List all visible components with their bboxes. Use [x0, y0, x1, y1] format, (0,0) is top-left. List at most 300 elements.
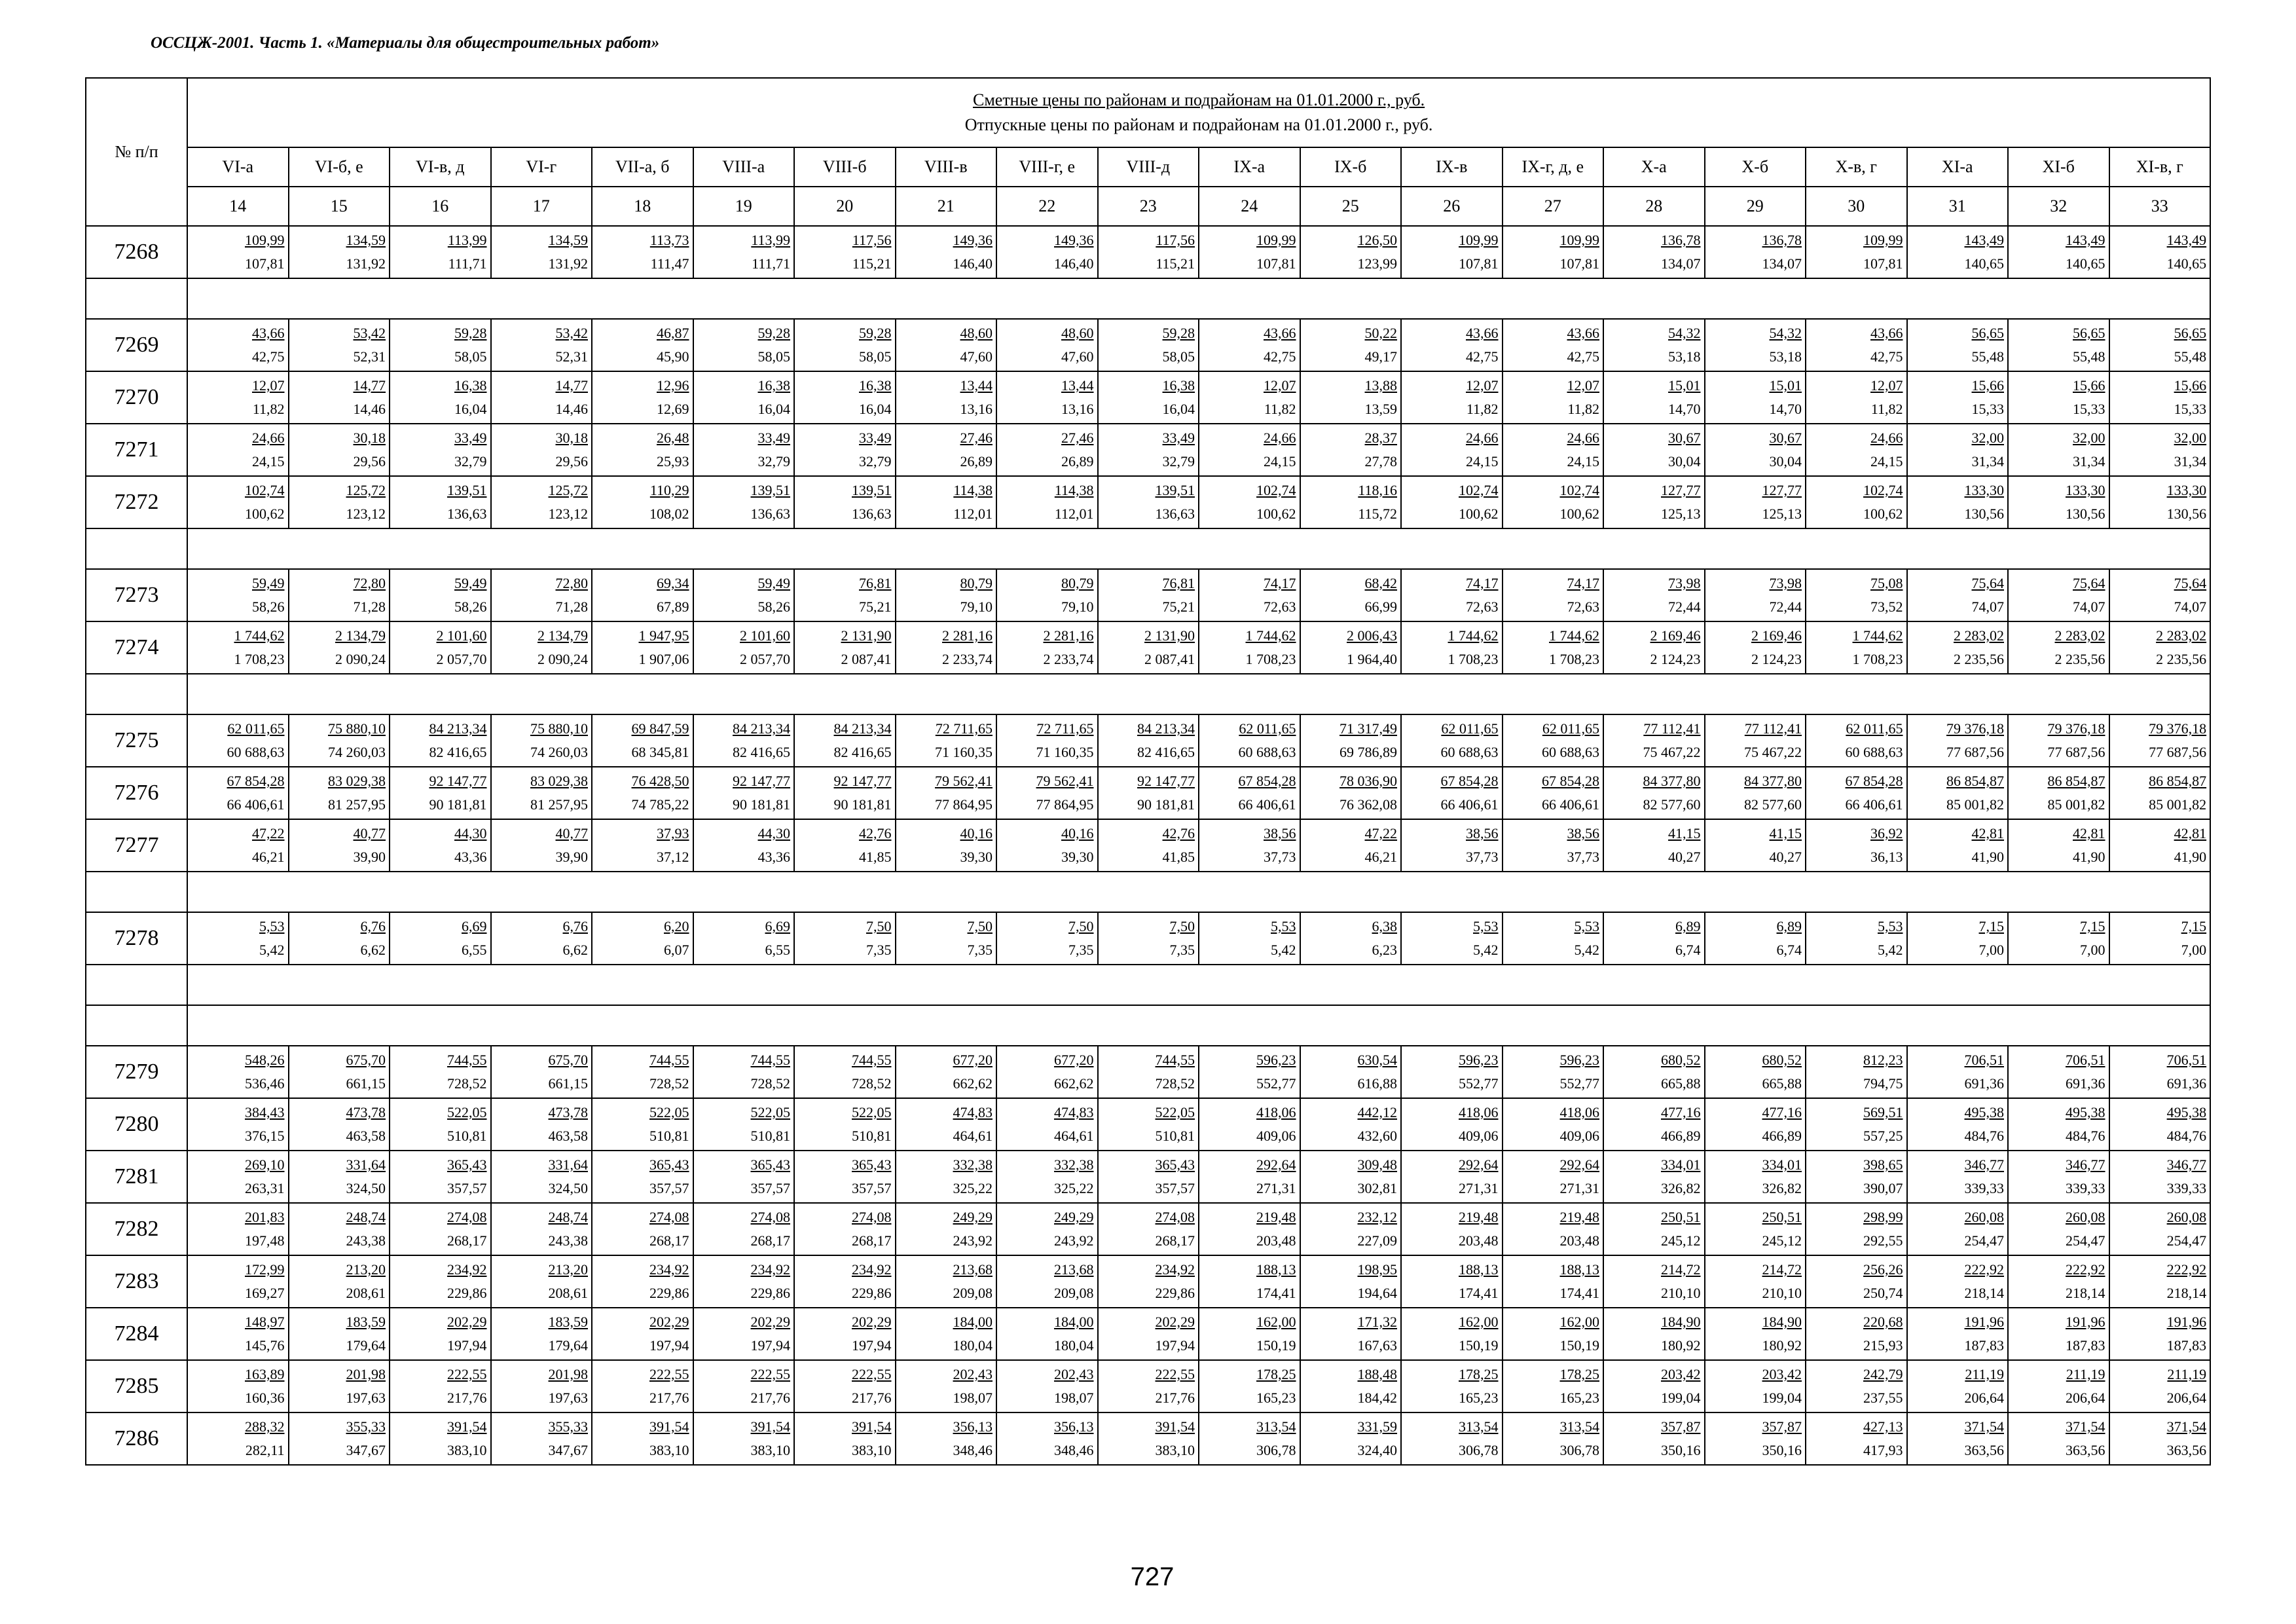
price-cell: [896, 424, 997, 476]
estimate-price: 184,00: [1054, 1314, 1094, 1330]
price-cell: [1098, 371, 1199, 424]
release-price: 180,92: [1762, 1337, 1802, 1354]
release-price: 326,82: [1762, 1180, 1802, 1196]
release-price: 390,07: [1863, 1180, 1903, 1196]
release-price: 174,41: [1459, 1285, 1499, 1301]
price-cell: [187, 319, 289, 371]
estimate-price: 234,92: [1155, 1261, 1195, 1278]
region-header: VIII-в: [896, 147, 997, 187]
price-cell: [1300, 1203, 1402, 1255]
price-cell: [896, 569, 997, 621]
estimate-price: 178,25: [1559, 1366, 1599, 1382]
release-price: 90 181,81: [429, 796, 487, 813]
price-cell: [1603, 1308, 1705, 1360]
release-price: 39,30: [1061, 849, 1094, 865]
estimate-price: 56,65: [1971, 325, 2004, 341]
estimate-price: 219,48: [1559, 1209, 1599, 1225]
price-cell: [1300, 1360, 1402, 1412]
price-cell: [1806, 1360, 1907, 1412]
estimate-price: 355,33: [346, 1418, 386, 1435]
price-cell: [794, 476, 896, 528]
estimate-price: 2 101,60: [740, 627, 790, 644]
price-cell: [794, 226, 896, 278]
blank-cell: [86, 872, 187, 912]
price-cell: [1806, 226, 1907, 278]
price-cell: [2109, 621, 2211, 674]
release-price: 81 257,95: [328, 796, 386, 813]
release-price: 5,42: [1878, 942, 1903, 958]
price-cell: [390, 569, 491, 621]
release-price: 263,31: [245, 1180, 285, 1196]
estimate-price: 2 169,46: [1751, 627, 1802, 644]
estimate-price: 56,65: [2073, 325, 2105, 341]
price-cell: [390, 476, 491, 528]
release-price: 43,36: [757, 849, 790, 865]
price-cell: [1199, 1360, 1300, 1412]
item-code: 7285: [86, 1360, 187, 1412]
estimate-price: 313,54: [1559, 1418, 1599, 1435]
estimate-price: 24,66: [1870, 430, 1903, 446]
release-price: 131,92: [346, 255, 386, 272]
estimate-price: 114,38: [1054, 482, 1094, 498]
price-cell: [896, 1412, 997, 1465]
estimate-price: 53,42: [555, 325, 588, 341]
release-price: 229,86: [1155, 1285, 1195, 1301]
price-cell: [592, 1046, 693, 1098]
release-price: 49,17: [1364, 348, 1397, 365]
blank-cell: [187, 965, 2210, 1005]
release-price: 2 235,56: [2156, 651, 2207, 667]
blank-row: [86, 872, 2210, 912]
price-cell: [1401, 1046, 1503, 1098]
release-price: 16,04: [454, 401, 487, 417]
estimate-price: 274,08: [1155, 1209, 1195, 1225]
estimate-price: 178,25: [1256, 1366, 1296, 1382]
price-cell: [1503, 1046, 1604, 1098]
price-cell: [896, 1151, 997, 1203]
estimate-price: 80,79: [960, 575, 993, 591]
release-price: 271,31: [1256, 1180, 1296, 1196]
price-cell: [693, 819, 795, 872]
release-price: 536,46: [245, 1075, 285, 1092]
estimate-price: 2 283,02: [1954, 627, 2004, 644]
estimate-price: 495,38: [1964, 1104, 2004, 1120]
estimate-price: 213,20: [548, 1261, 588, 1278]
estimate-price: 346,77: [2066, 1156, 2105, 1173]
price-cell: [1806, 1203, 1907, 1255]
release-price: 484,76: [2066, 1128, 2105, 1144]
estimate-price: 250,51: [1762, 1209, 1802, 1225]
estimate-price: 84 213,34: [1137, 720, 1195, 737]
estimate-price: 48,60: [1061, 325, 1094, 341]
price-cell: [794, 1046, 896, 1098]
price-cell: [693, 1203, 795, 1255]
price-cell: [1300, 1046, 1402, 1098]
release-price: 179,64: [548, 1337, 588, 1354]
estimate-price: 183,59: [346, 1314, 386, 1330]
release-price: 58,26: [252, 599, 285, 615]
price-cell: [390, 1151, 491, 1203]
release-price: 217,76: [750, 1390, 790, 1406]
price-cell: [1603, 819, 1705, 872]
release-price: 107,81: [1559, 255, 1599, 272]
release-price: 665,88: [1762, 1075, 1802, 1092]
estimate-price: 75,08: [1870, 575, 1903, 591]
release-price: 71 160,35: [935, 744, 993, 760]
release-price: 82 416,65: [833, 744, 892, 760]
blank-cell: [86, 965, 187, 1005]
table-row: [86, 1360, 2210, 1412]
price-cell: [1806, 1046, 1907, 1098]
release-price: 82 416,65: [1137, 744, 1195, 760]
estimate-price: 15,01: [1769, 377, 1802, 394]
estimate-price: 5,53: [1271, 918, 1296, 934]
estimate-price: 473,78: [346, 1104, 386, 1120]
estimate-price: 371,54: [1964, 1418, 2004, 1435]
price-cell: [592, 371, 693, 424]
estimate-price: 149,36: [1054, 232, 1094, 248]
release-price: 123,99: [1357, 255, 1397, 272]
estimate-price: 79 562,41: [1036, 773, 1094, 789]
price-cell: [896, 226, 997, 278]
estimate-price: 75 880,10: [530, 720, 588, 737]
price-cell: [1401, 1360, 1503, 1412]
release-price: 197,94: [750, 1337, 790, 1354]
release-price: 357,57: [1155, 1180, 1195, 1196]
release-price: 409,06: [1459, 1128, 1499, 1144]
price-cell: [1603, 714, 1705, 767]
release-price: 41,90: [1971, 849, 2004, 865]
region-header: IX-в: [1401, 147, 1503, 187]
price-cell: [491, 1255, 592, 1308]
estimate-price: 40,16: [1061, 825, 1094, 841]
estimate-price: 391,54: [1155, 1418, 1195, 1435]
estimate-price: 143,49: [2066, 232, 2105, 248]
price-cell: [896, 1308, 997, 1360]
estimate-price: 183,59: [548, 1314, 588, 1330]
estimate-price: 232,12: [1357, 1209, 1397, 1225]
estimate-price: 84 377,80: [1744, 773, 1802, 789]
price-cell: [1603, 767, 1705, 819]
estimate-price: 355,33: [548, 1418, 588, 1435]
release-price: 7,35: [967, 942, 993, 958]
estimate-price: 202,29: [852, 1314, 892, 1330]
estimate-price: 117,56: [852, 232, 892, 248]
price-cell: [1503, 714, 1604, 767]
price-cell: [1300, 767, 1402, 819]
estimate-price: 13,88: [1364, 377, 1397, 394]
price-cell: [1199, 226, 1300, 278]
column-number: 17: [491, 187, 592, 226]
release-price: 11,82: [1264, 401, 1296, 417]
price-cell: [1503, 424, 1604, 476]
release-price: 463,58: [346, 1128, 386, 1144]
estimate-price: 27,46: [1061, 430, 1094, 446]
price-cell: [996, 1255, 1098, 1308]
release-price: 466,89: [1762, 1128, 1802, 1144]
price-cell: [693, 767, 795, 819]
release-price: 79,10: [1061, 599, 1094, 615]
estimate-price: 162,00: [1459, 1314, 1499, 1330]
estimate-price: 113,99: [447, 232, 487, 248]
price-cell: [1806, 371, 1907, 424]
price-cell: [1098, 476, 1199, 528]
item-code: 7286: [86, 1412, 187, 1465]
estimate-price: 6,69: [765, 918, 790, 934]
price-cell: [1199, 1098, 1300, 1151]
release-price: 210,10: [1762, 1285, 1802, 1301]
estimate-price: 43,66: [1870, 325, 1903, 341]
release-price: 140,65: [1964, 255, 2004, 272]
release-price: 43,36: [454, 849, 487, 865]
price-cell: [794, 1255, 896, 1308]
release-price: 46,21: [252, 849, 285, 865]
column-number: 22: [996, 187, 1098, 226]
estimate-price: 249,29: [1054, 1209, 1094, 1225]
release-price: 42,75: [1870, 348, 1903, 365]
price-cell: [187, 371, 289, 424]
estimate-price: 86 854,87: [2149, 773, 2207, 789]
release-price: 237,55: [1863, 1390, 1903, 1406]
price-cell: [1098, 424, 1199, 476]
estimate-price: 1 744,62: [1448, 627, 1499, 644]
estimate-price: 495,38: [2166, 1104, 2207, 1120]
release-price: 464,61: [1054, 1128, 1094, 1144]
release-price: 198,07: [1054, 1390, 1094, 1406]
release-price: 15,33: [1971, 401, 2004, 417]
price-cell: [2109, 714, 2211, 767]
price-cell: [1300, 424, 1402, 476]
release-price: 72,63: [1567, 599, 1599, 615]
price-cell: [996, 424, 1098, 476]
price-cell: [1705, 1046, 1806, 1098]
release-price: 125,13: [1762, 506, 1802, 522]
estimate-price: 222,55: [1155, 1366, 1195, 1382]
release-price: 376,15: [245, 1128, 285, 1144]
release-price: 74,07: [2073, 599, 2105, 615]
estimate-price: 242,79: [1863, 1366, 1903, 1382]
estimate-price: 346,77: [1964, 1156, 2004, 1173]
estimate-price: 84 213,34: [733, 720, 790, 737]
price-cell: [390, 1046, 491, 1098]
estimate-price: 47,22: [252, 825, 285, 841]
estimate-price: 32,00: [1971, 430, 2004, 446]
price-cell: [1603, 621, 1705, 674]
release-price: 271,31: [1459, 1180, 1499, 1196]
estimate-price: 812,23: [1863, 1052, 1903, 1068]
release-price: 691,36: [2066, 1075, 2105, 1092]
price-cell: [1401, 1308, 1503, 1360]
release-price: 1 708,23: [234, 651, 285, 667]
release-price: 206,64: [2166, 1390, 2207, 1406]
estimate-price: 1 744,62: [1852, 627, 1903, 644]
release-price: 11,82: [1870, 401, 1903, 417]
estimate-price: 38,56: [1567, 825, 1599, 841]
table-row: [86, 1046, 2210, 1098]
release-price: 217,76: [1155, 1390, 1195, 1406]
release-price: 130,56: [1964, 506, 2004, 522]
price-cell: [996, 319, 1098, 371]
estimate-price: 2 281,16: [1043, 627, 1094, 644]
estimate-price: 2 134,79: [538, 627, 588, 644]
price-cell: [1705, 1360, 1806, 1412]
estimate-price: 67 854,28: [1845, 773, 1903, 789]
price-cell: [592, 424, 693, 476]
release-price: 206,64: [2066, 1390, 2105, 1406]
price-cell: [2109, 1412, 2211, 1465]
release-price: 206,64: [1964, 1390, 2004, 1406]
price-cell: [1401, 767, 1503, 819]
price-cell: [1503, 621, 1604, 674]
release-price: 150,19: [1459, 1337, 1499, 1354]
release-price: 6,23: [1372, 942, 1397, 958]
estimate-price: 371,54: [2166, 1418, 2207, 1435]
estimate-price: 474,83: [1054, 1104, 1094, 1120]
price-cell: [1098, 1360, 1199, 1412]
price-cell: [1603, 1046, 1705, 1098]
release-price: 728,52: [447, 1075, 487, 1092]
estimate-price: 6,69: [462, 918, 487, 934]
estimate-price: 109,99: [1863, 232, 1903, 248]
region-header: XI-а: [1907, 147, 2009, 187]
release-price: 90 181,81: [1137, 796, 1195, 813]
estimate-price: 292,64: [1459, 1156, 1499, 1173]
release-price: 32,79: [859, 453, 892, 470]
estimate-price: 15,66: [1971, 377, 2004, 394]
estimate-price: 92 147,77: [833, 773, 892, 789]
column-number: 16: [390, 187, 491, 226]
release-price: 2 124,23: [1650, 651, 1701, 667]
release-price: 363,56: [1964, 1442, 2004, 1458]
release-price: 728,52: [1155, 1075, 1195, 1092]
estimate-price: 744,55: [750, 1052, 790, 1068]
estimate-price: 44,30: [757, 825, 790, 841]
price-cell: [794, 371, 896, 424]
price-cell: [2109, 476, 2211, 528]
release-price: 66 406,61: [1845, 796, 1903, 813]
region-header: X-б: [1705, 147, 1806, 187]
price-cell: [390, 1412, 491, 1465]
release-price: 26,89: [960, 453, 993, 470]
release-price: 339,33: [1964, 1180, 2004, 1196]
estimate-price: 234,92: [649, 1261, 689, 1278]
price-cell: [1401, 569, 1503, 621]
estimate-price: 220,68: [1863, 1314, 1903, 1330]
estimate-price: 74,17: [1264, 575, 1296, 591]
release-price: 165,23: [1256, 1390, 1296, 1406]
blank-row: [86, 965, 2210, 1005]
price-cell: [491, 621, 592, 674]
release-price: 25,93: [657, 453, 689, 470]
estimate-price: 234,92: [852, 1261, 892, 1278]
release-price: 108,02: [649, 506, 689, 522]
release-price: 7,35: [866, 942, 892, 958]
release-price: 67,89: [657, 599, 689, 615]
release-price: 2 235,56: [1954, 651, 2004, 667]
blank-cell: [187, 872, 2210, 912]
estimate-price: 62 011,65: [1846, 720, 1903, 737]
release-price: 53,18: [1668, 348, 1701, 365]
price-cell: [1098, 1308, 1199, 1360]
estimate-price: 677,20: [1054, 1052, 1094, 1068]
column-number: 29: [1705, 187, 1806, 226]
price-cell: [1300, 1308, 1402, 1360]
estimate-price: 43,66: [1567, 325, 1599, 341]
release-price: 58,26: [454, 599, 487, 615]
release-price: 74,07: [1971, 599, 2004, 615]
release-price: 60 688,63: [1440, 744, 1499, 760]
estimate-price: 30,18: [555, 430, 588, 446]
release-price: 218,14: [2066, 1285, 2105, 1301]
price-cell: [289, 912, 390, 965]
price-cell: [1907, 319, 2009, 371]
release-price: 71,28: [555, 599, 588, 615]
item-code: 7284: [86, 1308, 187, 1360]
estimate-price: 62 011,65: [227, 720, 285, 737]
price-cell: [592, 226, 693, 278]
price-cell: [1603, 569, 1705, 621]
price-cell: [1806, 476, 1907, 528]
release-price: 75,21: [859, 599, 892, 615]
price-cell: [996, 371, 1098, 424]
release-price: 136,63: [750, 506, 790, 522]
price-cell: [1705, 1098, 1806, 1151]
estimate-price: 548,26: [245, 1052, 285, 1068]
price-cell: [592, 819, 693, 872]
price-cell: [1705, 819, 1806, 872]
estimate-price: 334,01: [1661, 1156, 1701, 1173]
table-row: [86, 371, 2210, 424]
release-price: 661,15: [548, 1075, 588, 1092]
estimate-price: 32,00: [2073, 430, 2105, 446]
estimate-price: 522,05: [649, 1104, 689, 1120]
estimate-price: 83 029,38: [328, 773, 386, 789]
price-cell: [2008, 424, 2109, 476]
price-cell: [592, 1308, 693, 1360]
release-price: 77 687,56: [1946, 744, 2004, 760]
release-price: 1 708,23: [1245, 651, 1296, 667]
table-row: [86, 1308, 2210, 1360]
release-price: 363,56: [2166, 1442, 2207, 1458]
release-price: 58,05: [757, 348, 790, 365]
release-price: 208,61: [548, 1285, 588, 1301]
release-price: 111,71: [752, 255, 790, 272]
price-cell: [2008, 226, 2109, 278]
release-price: 383,10: [750, 1442, 790, 1458]
estimate-price: 56,65: [2174, 325, 2207, 341]
price-cell: [1705, 621, 1806, 674]
price-cell: [996, 1308, 1098, 1360]
price-cell: [1806, 1255, 1907, 1308]
release-price: 134,07: [1661, 255, 1701, 272]
release-price: 167,63: [1357, 1337, 1397, 1354]
price-cell: [794, 1151, 896, 1203]
estimate-price: 143,49: [2166, 232, 2207, 248]
table-row: [86, 569, 2210, 621]
price-cell: [390, 1360, 491, 1412]
estimate-price: 12,07: [1567, 377, 1599, 394]
estimate-price: 249,29: [953, 1209, 993, 1225]
release-price: 245,12: [1762, 1232, 1802, 1249]
price-cell: [1401, 621, 1503, 674]
release-price: 2 090,24: [335, 651, 386, 667]
estimate-price: 136,78: [1661, 232, 1701, 248]
release-price: 55,48: [2073, 348, 2105, 365]
region-header: VI-а: [187, 147, 289, 187]
estimate-price: 73,98: [1769, 575, 1802, 591]
release-price: 209,08: [953, 1285, 993, 1301]
estimate-price: 184,90: [1661, 1314, 1701, 1330]
